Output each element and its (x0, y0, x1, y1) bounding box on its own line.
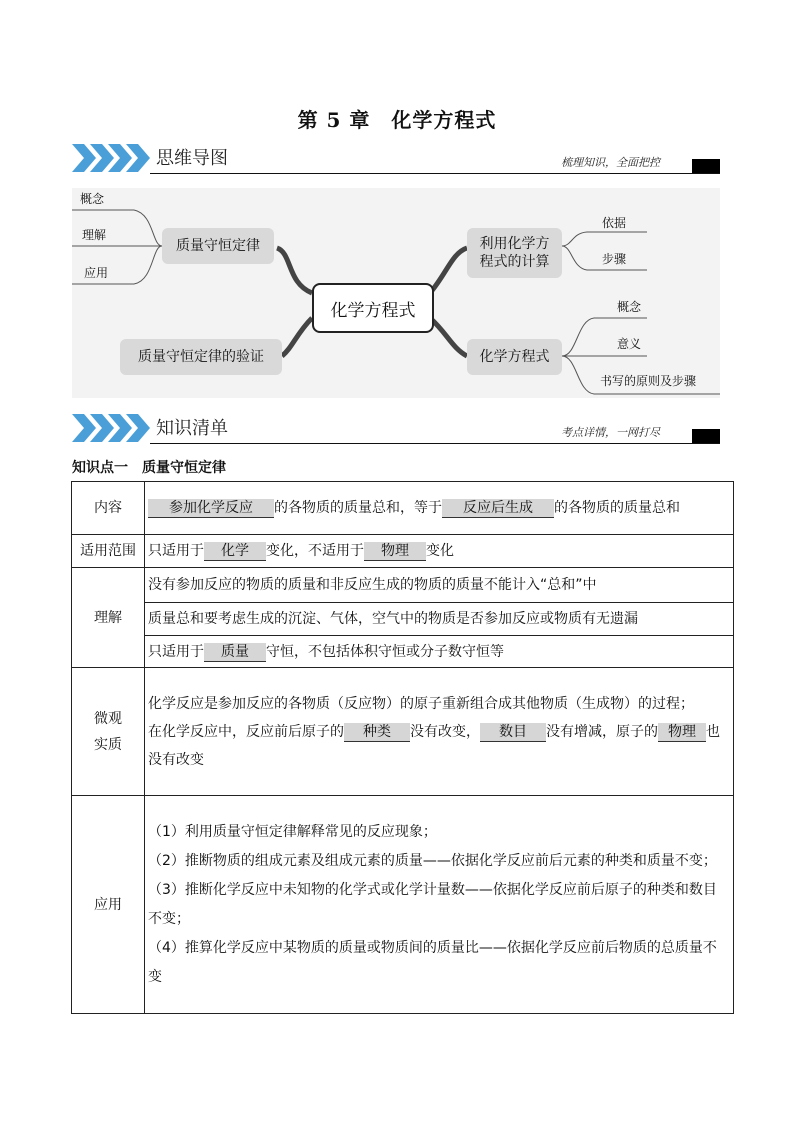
row-label: 理解 (72, 568, 145, 668)
fill-blank: 参加化学反应 (148, 499, 274, 518)
section-block (692, 429, 720, 443)
section-underline (150, 173, 720, 174)
section-block (692, 159, 720, 173)
fill-blank: 质量 (204, 643, 266, 662)
mindmap-leaf-application: 应用 (84, 266, 109, 280)
knowledge-table (71, 481, 734, 1014)
row-body: 没有参加反应的物质的质量和非反应生成的物质的质量不能计入“总和”中 (145, 568, 734, 603)
fill-blank: 物理 (364, 542, 426, 561)
section-tag: 考点详情，一网打尽 (561, 426, 660, 439)
row-label-line: 微观 (94, 710, 122, 727)
mindmap-leaf-understanding: 理解 (82, 228, 107, 242)
table-row-essence (72, 668, 734, 796)
table-row-understanding (72, 636, 734, 668)
knowledge-point-title: 知识点一 质量守恒定律 (72, 460, 226, 476)
row-text: 也没有改变 (148, 723, 720, 768)
list-item: （4）推算化学反应中某物质的质量或物质间的质量比——依据化学反应前后物质的总质量不变 (148, 939, 717, 985)
mindmap-node-calculation-line2: 程式的计算 (479, 254, 550, 270)
mindmap-node-equation: 化学方程式 (467, 339, 562, 375)
row-text: 守恒，不包括体积守恒或分子数守恒等 (266, 643, 504, 660)
row-text: 化学反应是参加反应的各物质（反应物）的原子重新组合成其他物质（生成物）的过程； (148, 695, 694, 712)
list-item: （1）利用质量守恒定律解释常见的反应现象； (148, 823, 437, 840)
table-row-understanding (72, 568, 734, 603)
mindmap-leaf-eq-meaning: 意义 (617, 337, 642, 351)
row-body (145, 482, 734, 535)
mindmap-center-node: 化学方程式 (312, 283, 434, 333)
fill-blank: 反应后生成 (442, 499, 554, 518)
section-header-mindmap (72, 142, 720, 174)
table-row-application (72, 796, 734, 1014)
row-text: 变化 (426, 543, 454, 559)
page-title: 第 5 章 化学方程式 (297, 108, 497, 132)
section-title: 思维导图 (156, 148, 228, 169)
row-text: 的各物质的质量总和，等于 (274, 500, 442, 516)
list-item: （3）推断化学反应中未知物的化学式或化学计量数——依据化学反应前后原子的种类和数目不变； (148, 881, 717, 927)
table-row-understanding (72, 603, 734, 636)
row-label-line: 实质 (94, 736, 122, 753)
chevron-arrows-icon (72, 142, 150, 174)
mindmap-node-calculation-line1: 利用化学方 (479, 236, 550, 252)
section-tag: 梳理知识，全面把控 (561, 156, 660, 169)
fill-blank: 化学 (204, 542, 266, 561)
row-text: 没有改变， (410, 723, 480, 740)
row-label (72, 668, 145, 796)
mindmap-leaf-eq-writing: 书写的原则及步骤 (600, 374, 697, 388)
table-row-scope (72, 535, 734, 568)
fill-blank: 物理 (658, 723, 706, 742)
mindmap-node-verification: 质量守恒定律的验证 (120, 339, 282, 375)
section-header-knowledge (72, 412, 720, 444)
row-text: 的各物质的质量总和 (554, 500, 680, 516)
row-label: 应用 (72, 796, 145, 1014)
section-title: 知识清单 (156, 418, 228, 439)
chevron-arrows-icon (72, 412, 150, 444)
table-row-content (72, 482, 734, 535)
mindmap-leaf-basis: 依据 (602, 216, 627, 230)
mindmap-leaf-steps: 步骤 (602, 252, 627, 266)
row-text: 只适用于 (148, 543, 204, 559)
row-body (145, 796, 734, 1014)
row-body (145, 535, 734, 568)
row-text: 在化学反应中，反应前后原子的 (148, 723, 344, 740)
list-item: （2）推断物质的组成元素及组成元素的质量——依据化学反应前后元素的种类和质量不变； (148, 852, 717, 869)
fill-blank: 种类 (344, 723, 410, 742)
mind-map (72, 188, 720, 398)
row-body (145, 668, 734, 796)
row-text: 变化，不适用于 (266, 543, 364, 559)
mindmap-leaf-concept: 概念 (80, 192, 105, 206)
row-label: 适用范围 (72, 535, 145, 568)
fill-blank: 数目 (480, 723, 546, 742)
row-body: 质量总和要考虑生成的沉淀、气体，空气中的物质是否参加反应或物质有无遗漏 (145, 603, 734, 636)
row-text: 只适用于 (148, 643, 204, 660)
row-text: 没有增减，原子的 (546, 723, 658, 740)
row-body (145, 636, 734, 668)
mindmap-node-calculation (467, 228, 562, 278)
mindmap-leaf-eq-concept: 概念 (617, 300, 642, 314)
mindmap-node-conservation-law: 质量守恒定律 (162, 228, 274, 264)
row-label: 内容 (72, 482, 145, 535)
section-underline (150, 443, 720, 444)
